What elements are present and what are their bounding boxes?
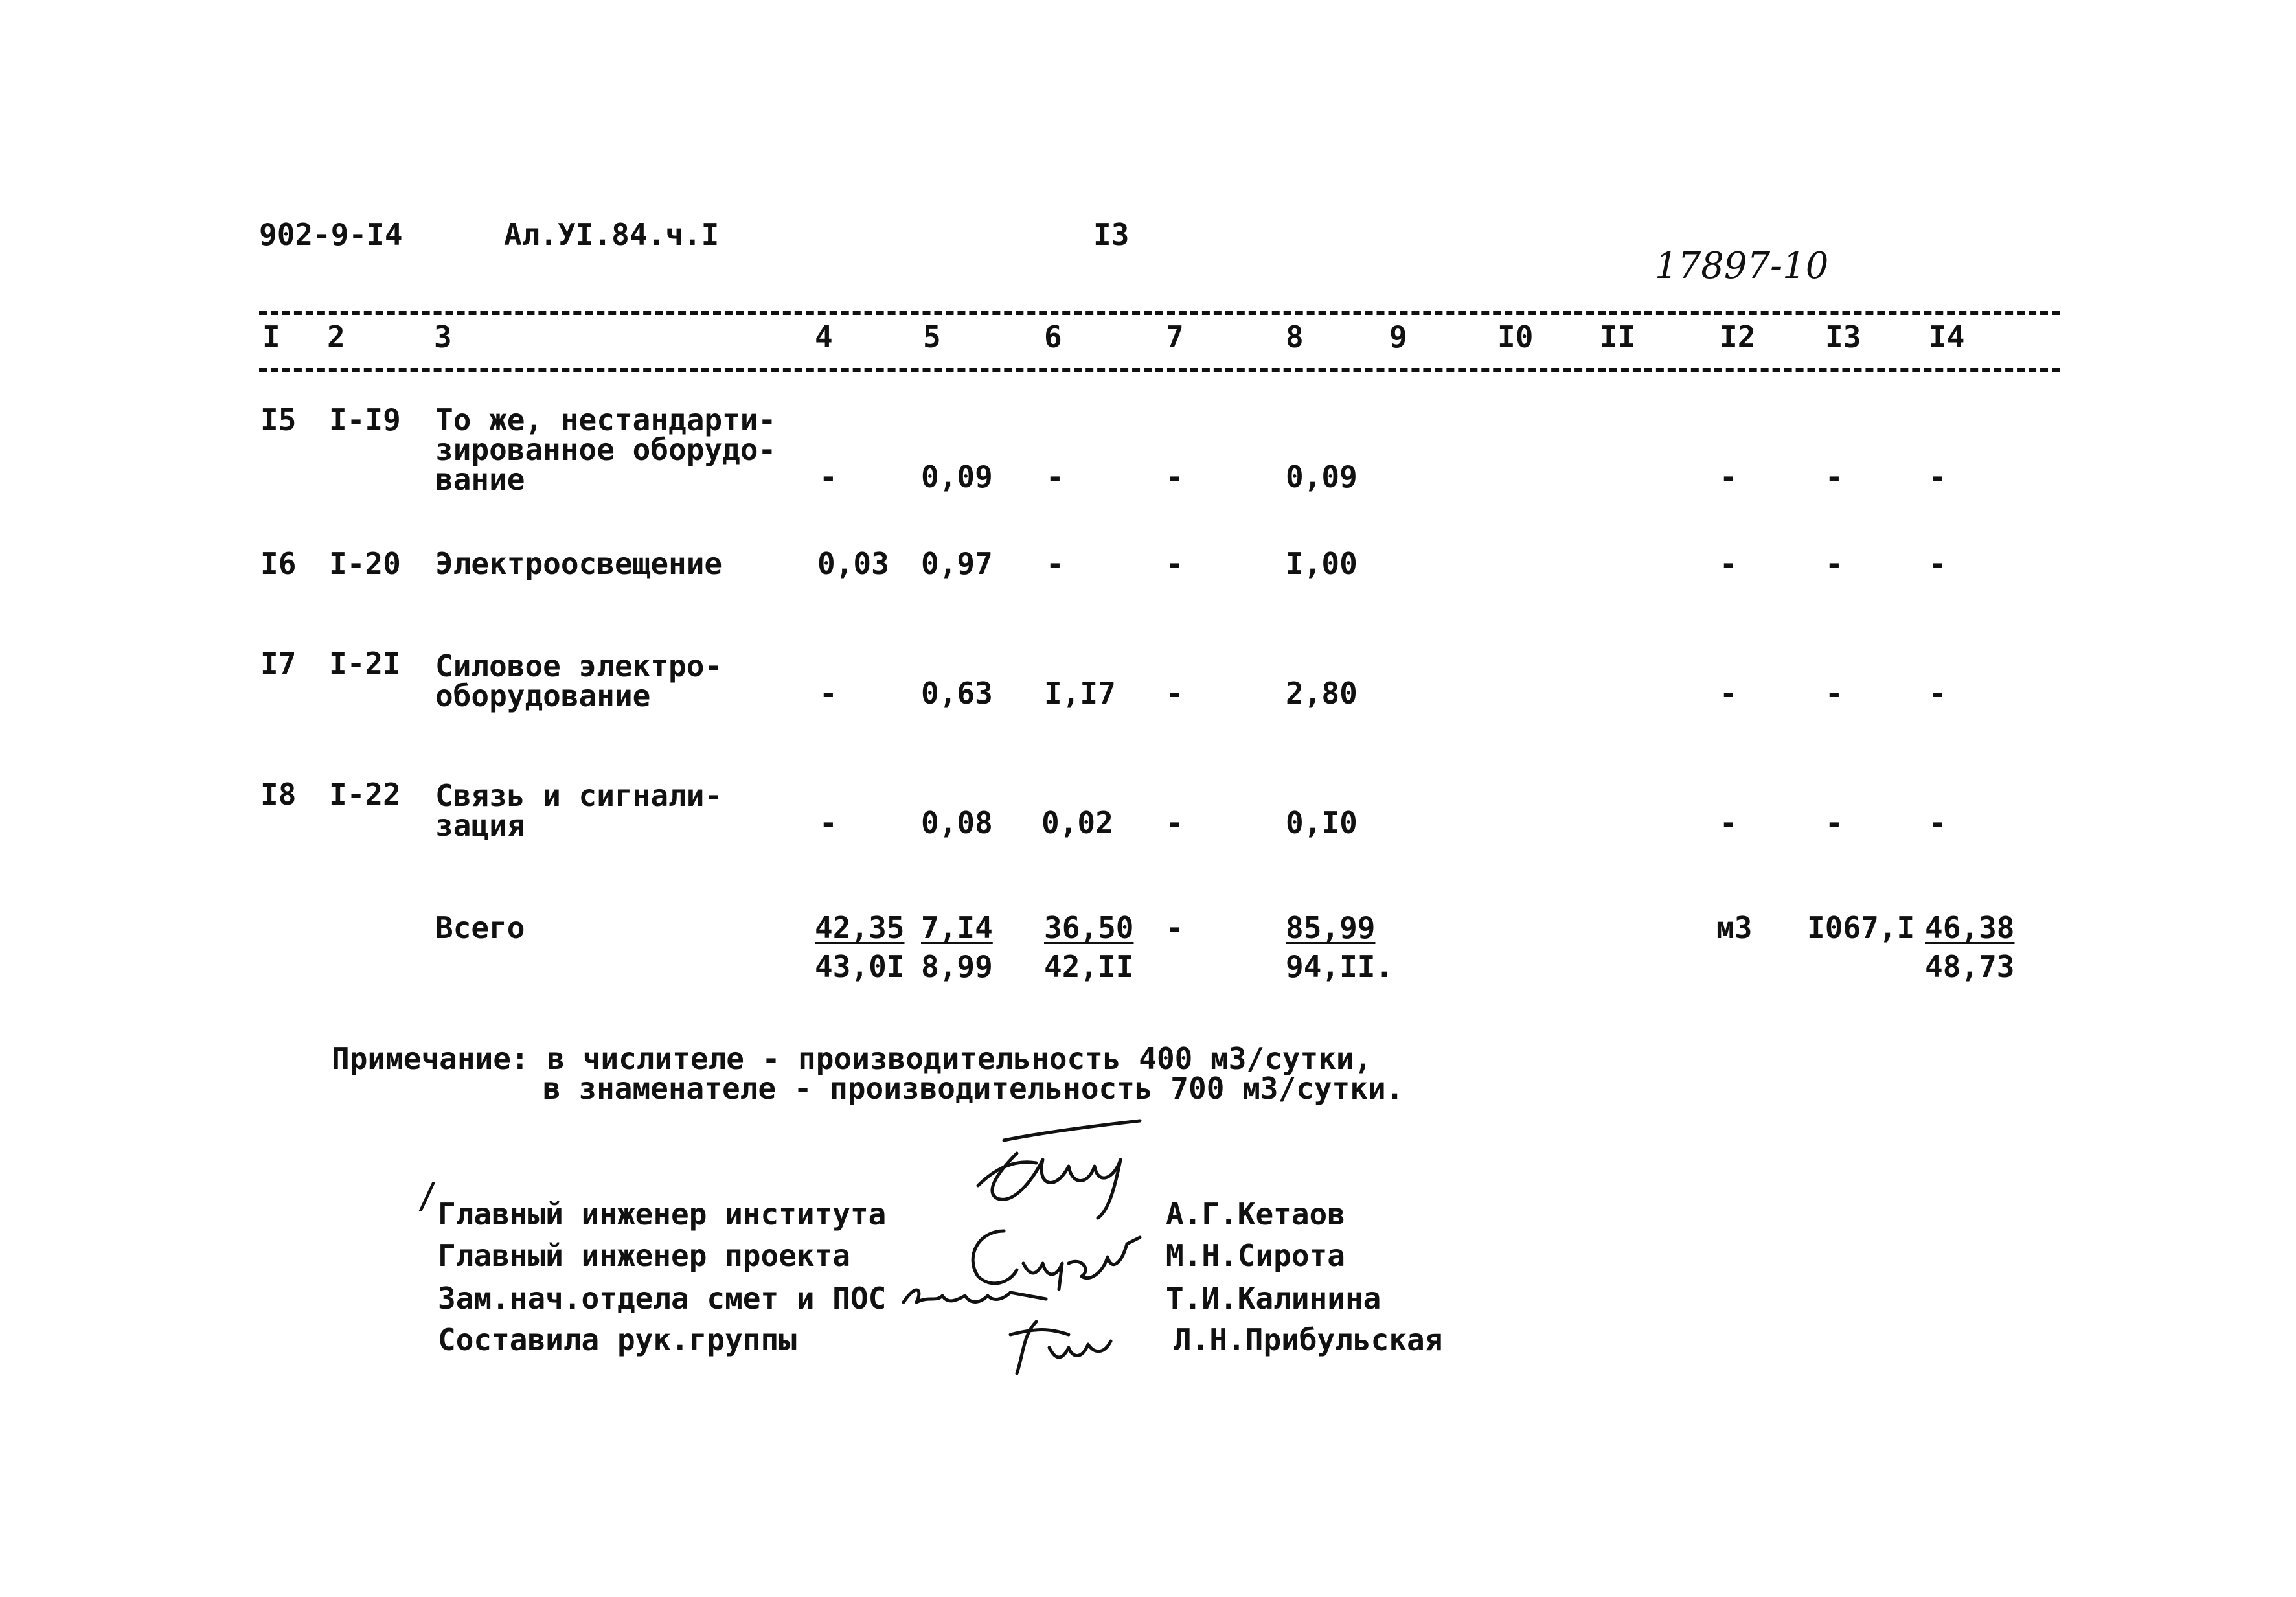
handwritten-signature-1 <box>959 1114 1153 1224</box>
cell-col-5: 0,09 <box>921 459 993 494</box>
signature-name: А.Г.Кетаов <box>1166 1197 1345 1232</box>
total-col-12-unit: м3 <box>1716 910 1753 945</box>
note-line-2: в знаменателе - производительность 700 м3/сутки. <box>543 1071 1404 1106</box>
cell-col-5: 0,08 <box>921 805 993 840</box>
cell-col-7: - <box>1166 459 1184 494</box>
row-number: I8 <box>260 777 297 812</box>
cell-col-8: 2,80 <box>1286 676 1358 711</box>
cell-col-4: - <box>819 805 837 840</box>
col-header-13: I3 <box>1825 319 1861 354</box>
signature-role: Главный инженер проекта <box>438 1238 850 1273</box>
total-col-4-numerator: 42,35 <box>815 910 905 945</box>
signature-name: М.Н.Сирота <box>1166 1238 1345 1273</box>
col-header-10: I0 <box>1497 319 1534 354</box>
cell-col-6: I,I7 <box>1044 676 1116 711</box>
row-code: I-20 <box>329 546 401 581</box>
row-name-line: Связь и сигнали- <box>435 778 723 813</box>
album-reference: Ал.УI.84.ч.I <box>504 217 720 252</box>
total-label: Всего <box>435 910 525 945</box>
cell-col-6: - <box>1046 546 1064 581</box>
cell-col-5: 0,97 <box>921 546 993 581</box>
total-col-8-numerator: 85,99 <box>1286 910 1376 945</box>
row-name-line: То же, нестандарти- <box>435 402 777 437</box>
row-name-line: вание <box>435 462 525 497</box>
margin-tick-mark: / <box>417 1175 438 1216</box>
cell-col-4: 0,03 <box>817 546 889 581</box>
col-header-4: 4 <box>815 319 833 354</box>
row-code: I-22 <box>329 777 401 812</box>
cell-col-8: I,00 <box>1286 546 1358 581</box>
total-col-7: - <box>1166 910 1184 945</box>
col-header-8: 8 <box>1286 319 1304 354</box>
cell-col-7: - <box>1166 676 1184 711</box>
total-col-4-denominator: 43,0I <box>815 949 905 984</box>
col-header-12: I2 <box>1720 319 1756 354</box>
cell-col-8: 0,I0 <box>1286 805 1358 840</box>
row-number: I5 <box>260 402 297 437</box>
cell-col-14: - <box>1929 546 1947 581</box>
cell-col-13: - <box>1825 546 1843 581</box>
cell-col-8: 0,09 <box>1286 459 1358 494</box>
cell-col-12: - <box>1720 805 1738 840</box>
signature-role: Зам.нач.отдела смет и ПОС <box>438 1281 887 1316</box>
row-name-line: Силовое электро- <box>435 649 723 684</box>
cell-col-5: 0,63 <box>921 676 993 711</box>
cell-col-4: - <box>819 676 837 711</box>
page-number: I3 <box>1093 217 1130 252</box>
col-header-2: 2 <box>327 319 345 354</box>
col-header-1: I <box>262 319 280 354</box>
cell-col-14: - <box>1929 805 1947 840</box>
cell-col-13: - <box>1825 459 1843 494</box>
handwritten-inventory-number: 17897-10 <box>1655 245 1829 287</box>
col-header-7: 7 <box>1166 319 1184 354</box>
cell-col-6: 0,02 <box>1041 805 1113 840</box>
col-header-5: 5 <box>923 319 941 354</box>
cell-col-14: - <box>1929 459 1947 494</box>
row-name-line: Электроосвещение <box>435 546 723 581</box>
cell-col-7: - <box>1166 546 1184 581</box>
signature-role: Составила рук.группы <box>438 1322 797 1357</box>
cell-col-7: - <box>1166 805 1184 840</box>
signature-role: Главный инженер института <box>438 1197 887 1232</box>
row-number: I7 <box>260 646 297 681</box>
cell-col-12: - <box>1720 459 1738 494</box>
row-code: I-2I <box>329 646 401 681</box>
col-header-14: I4 <box>1929 319 1965 354</box>
total-col-5-denominator: 8,99 <box>921 949 993 984</box>
cell-col-13: - <box>1825 805 1843 840</box>
header-rule-top <box>259 311 2060 315</box>
row-number: I6 <box>260 546 297 581</box>
total-col-14-denominator: 48,73 <box>1925 949 2015 984</box>
cell-col-14: - <box>1929 676 1947 711</box>
row-name-line: оборудование <box>435 678 651 713</box>
total-col-6-denominator: 42,II <box>1044 949 1134 984</box>
row-name-line: зированное оборудо- <box>435 432 777 467</box>
cell-col-12: - <box>1720 676 1738 711</box>
handwritten-signature-4 <box>997 1309 1127 1380</box>
signature-name: Л.Н.Прибульская <box>1174 1322 1443 1357</box>
total-col-5-numerator: 7,I4 <box>921 910 993 945</box>
note-line-1: Примечание: в числителе - производительность 400 м3/сутки, <box>332 1041 1372 1076</box>
header-rule-bottom <box>259 368 2060 372</box>
document-code: 902-9-I4 <box>259 217 403 252</box>
row-code: I-I9 <box>329 402 401 437</box>
col-header-11: II <box>1600 319 1636 354</box>
cell-col-12: - <box>1720 546 1738 581</box>
total-col-8-denominator: 94,II. <box>1286 949 1394 984</box>
cell-col-4: - <box>819 459 837 494</box>
cell-col-13: - <box>1825 676 1843 711</box>
signature-name: Т.И.Калинина <box>1166 1281 1381 1316</box>
cell-col-6: - <box>1046 459 1064 494</box>
total-col-6-numerator: 36,50 <box>1044 910 1134 945</box>
col-header-6: 6 <box>1044 319 1062 354</box>
col-header-9: 9 <box>1389 319 1407 354</box>
row-name-line: зация <box>435 808 525 843</box>
col-header-3: 3 <box>434 319 452 354</box>
total-col-13: I067,I <box>1807 910 1915 945</box>
total-col-14-numerator: 46,38 <box>1925 910 2015 945</box>
